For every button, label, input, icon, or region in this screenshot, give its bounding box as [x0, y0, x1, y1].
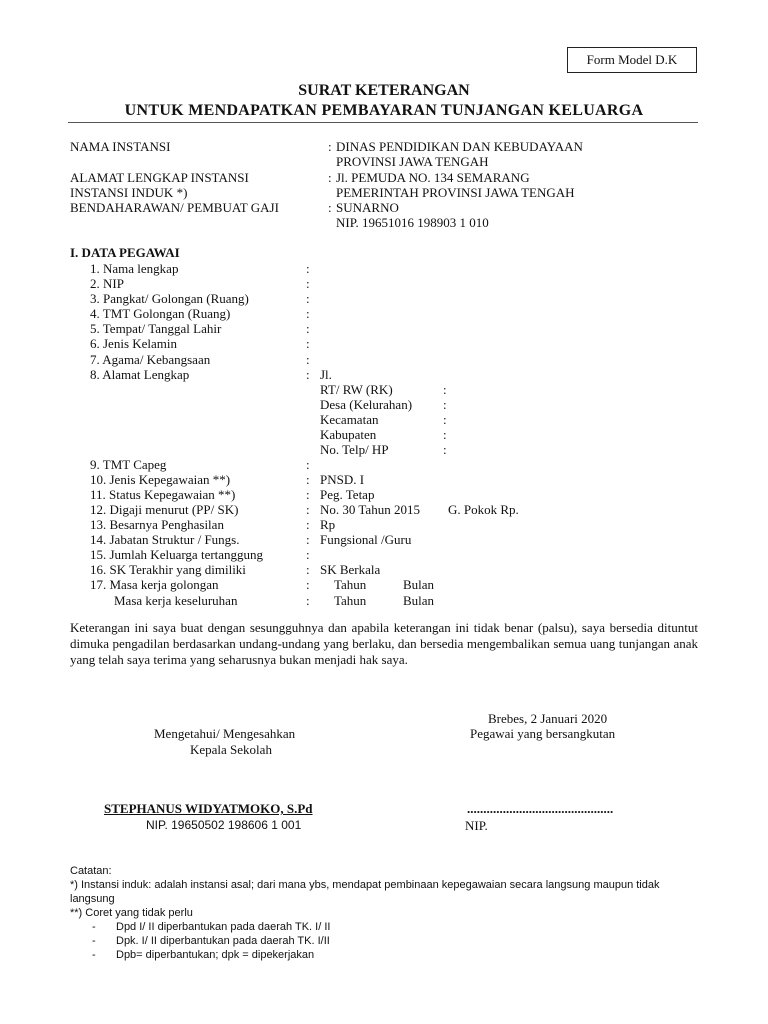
sk-value: SK Berkala — [320, 562, 381, 577]
instansi-induk-label: INSTANSI INDUK *) — [70, 185, 188, 200]
item-pangkat: 3. Pangkat/ Golongan (Ruang) — [90, 291, 249, 306]
colon: : — [306, 562, 310, 577]
colon: : — [443, 442, 447, 457]
colon: : — [306, 367, 310, 382]
jabatan-value: Fungsional /Guru — [320, 532, 412, 547]
note-instansi-induk-cont: langsung — [70, 893, 115, 905]
bulan-label: Bulan — [403, 593, 435, 608]
place-date: Brebes, 2 Januari 2020 — [488, 711, 608, 726]
colon: : — [306, 457, 310, 472]
right-signature-title: Pegawai yang bersangkutan — [470, 726, 616, 741]
colon: : — [306, 352, 310, 367]
note-instansi-induk: *) Instansi induk: adalah instansi asal; dari mana ybs, mendapat pembinaan kepegawaian secara langsung maupun tidak — [70, 879, 660, 891]
item-masa-kerja-golongan: 17. Masa kerja golongan — [90, 577, 219, 592]
employee-name-placeholder: ............................................. — [467, 801, 614, 816]
item-nama-lengkap: 1. Nama lengkap — [90, 261, 179, 276]
colon: : — [443, 412, 447, 427]
digaji-value: No. 30 Tahun 2015 — [320, 502, 420, 517]
colon: : — [306, 532, 310, 547]
note-coret: **) Coret yang tidak perlu — [70, 907, 193, 919]
item-agama: 7. Agama/ Kebangsaan — [90, 352, 211, 367]
colon: : — [306, 487, 310, 502]
colon: : — [306, 577, 310, 592]
colon: : — [306, 547, 310, 562]
left-signature-title: Mengetahui/ Mengesahkan — [154, 726, 296, 741]
section-title: I. DATA PEGAWAI — [70, 245, 180, 260]
statement-paragraph: Keterangan ini saya buat dengan sesungguhnya dan apabila keterangan ini tidak benar (palsu), saya bersedia dituntut dimuka pengadilan berdasarkan undang-undang yang berlaku, dan bersedia mengembalikan semua uang tunjangan anak yang telah saya terima yang seharusnya bukan menjadi hak saya. — [70, 620, 698, 667]
kabupaten-label: Kabupaten — [320, 427, 377, 442]
colon: : — [443, 382, 447, 397]
item-status-kepegawaian: 11. Status Kepegawaian **) — [90, 487, 236, 502]
document-title: SURAT KETERANGAN — [298, 82, 470, 99]
item-jumlah-keluarga: 15. Jumlah Keluarga tertanggung — [90, 547, 264, 562]
status-kepegawaian-value: Peg. Tetap — [320, 487, 375, 502]
tahun-label: Tahun — [334, 577, 367, 592]
colon: : — [306, 336, 310, 351]
nama-instansi-value: DINAS PENDIDIKAN DAN KEBUDAYAAN — [336, 139, 583, 154]
document-subtitle: UNTUK MENDAPATKAN PEMBAYARAN TUNJANGAN KELUARGA — [124, 102, 644, 119]
note-bullet-dpb: Dpb= diperbantukan; dpk = dipekerjakan — [116, 949, 315, 961]
bendaharawan-label: BENDAHARAWAN/ PEMBUAT GAJI — [70, 200, 279, 215]
bendaharawan-value: SUNARNO — [336, 200, 399, 215]
item-nip: 2. NIP — [90, 276, 124, 291]
headmaster-nip: NIP. 19650502 198606 1 001 — [146, 818, 302, 832]
form-model-box — [567, 47, 697, 73]
colon: : — [306, 306, 310, 321]
colon: : — [306, 472, 310, 487]
colon: : — [328, 200, 332, 215]
nama-instansi-label: NAMA INSTANSI — [70, 139, 171, 154]
item-masa-kerja-keseluruhan: Masa kerja keseluruhan — [114, 593, 238, 608]
colon: : — [443, 397, 447, 412]
form-model-label: Form Model D.K — [586, 52, 678, 67]
title-divider — [68, 122, 698, 123]
bullet-dash: - — [92, 921, 96, 933]
item-jenis-kepegawaian: 10. Jenis Kepegawaian **) — [90, 472, 231, 487]
bulan-label: Bulan — [403, 577, 435, 592]
gaji-pokok-label: G. Pokok Rp. — [448, 502, 519, 517]
alamat-value: Jl. — [320, 367, 332, 382]
bendaharawan-nip: NIP. 19651016 198903 1 010 — [336, 215, 489, 230]
notes-heading: Catatan: — [70, 865, 112, 877]
alamat-instansi-label: ALAMAT LENGKAP INSTANSI — [70, 170, 249, 185]
item-alamat: 8. Alamat Lengkap — [90, 367, 190, 382]
instansi-induk-value: PEMERINTAH PROVINSI JAWA TENGAH — [336, 185, 575, 200]
bullet-dash: - — [92, 935, 96, 947]
tahun-label: Tahun — [334, 593, 367, 608]
item-tempat-lahir: 5. Tempat/ Tanggal Lahir — [90, 321, 222, 336]
colon: : — [306, 276, 310, 291]
item-jabatan: 14. Jabatan Struktur / Fungs. — [90, 532, 240, 547]
colon: : — [306, 261, 310, 276]
colon: : — [328, 139, 332, 154]
item-digaji: 12. Digaji menurut (PP/ SK) — [90, 502, 239, 517]
rt-rw-label: RT/ RW (RK) — [320, 382, 393, 397]
item-tmt-capeg: 9. TMT Capeg — [90, 457, 167, 472]
alamat-instansi-value: Jl. PEMUDA NO. 134 SEMARANG — [336, 170, 530, 185]
penghasilan-value: Rp — [320, 517, 336, 532]
item-sk-terakhir: 16. SK Terakhir yang dimiliki — [90, 562, 246, 577]
note-bullet-dpk: Dpk. I/ II diperbantukan pada daerah TK. I/II — [116, 935, 330, 947]
colon: : — [306, 291, 310, 306]
colon: : — [306, 517, 310, 532]
colon: : — [328, 170, 332, 185]
item-jenis-kelamin: 6. Jenis Kelamin — [90, 336, 178, 351]
headmaster-name: STEPHANUS WIDYATMOKO, S.Pd — [104, 801, 313, 816]
left-signature-role: Kepala Sekolah — [190, 742, 272, 757]
kecamatan-label: Kecamatan — [320, 412, 379, 427]
colon: : — [443, 427, 447, 442]
desa-label: Desa (Kelurahan) — [320, 397, 413, 412]
item-tmt-golongan: 4. TMT Golongan (Ruang) — [90, 306, 231, 321]
jenis-kepegawaian-value: PNSD. I — [320, 472, 365, 487]
nama-instansi-value-2: PROVINSI JAWA TENGAH — [336, 154, 489, 169]
employee-nip-label: NIP. — [465, 818, 488, 833]
bullet-dash: - — [92, 949, 96, 961]
colon: : — [306, 593, 310, 608]
note-bullet-dpd: Dpd I/ II diperbantukan pada daerah TK. I/ II — [116, 921, 331, 933]
colon: : — [306, 502, 310, 517]
item-penghasilan: 13. Besarnya Penghasilan — [90, 517, 224, 532]
telp-label: No. Telp/ HP — [320, 442, 389, 457]
colon: : — [306, 321, 310, 336]
